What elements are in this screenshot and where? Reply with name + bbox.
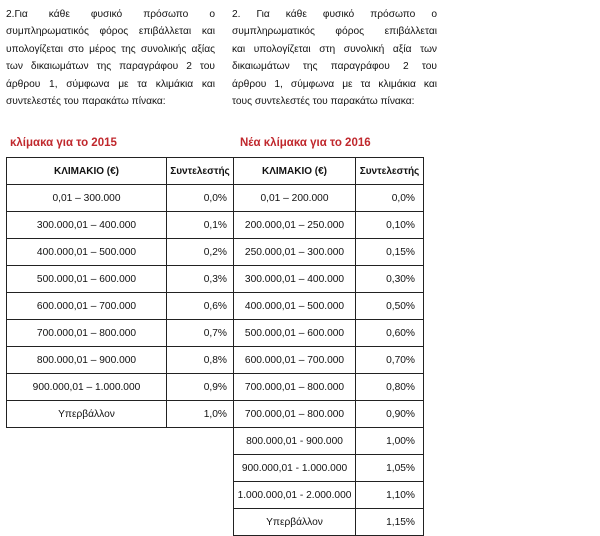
rate-cell: 0,50% bbox=[356, 293, 424, 320]
paragraph-line: συμπληρωματικός φόρος επιβάλλεται bbox=[232, 26, 437, 38]
rate-cell: 0,15% bbox=[356, 239, 424, 266]
table-row bbox=[234, 374, 424, 401]
range-cell: 600.000,01 – 700.000 bbox=[7, 293, 167, 320]
column-header-rate: Συντελεστής bbox=[167, 158, 234, 185]
table-row bbox=[234, 509, 424, 536]
table-row bbox=[234, 320, 424, 347]
range-cell: 500.000,01 – 600.000 bbox=[7, 266, 167, 293]
table-row bbox=[7, 293, 234, 320]
table-row bbox=[7, 212, 234, 239]
rate-cell: 0,30% bbox=[356, 266, 424, 293]
range-cell: 200.000,01 – 250.000 bbox=[234, 212, 356, 239]
table-row bbox=[234, 239, 424, 266]
rate-cell: 0,0% bbox=[167, 185, 234, 212]
heading-scale-2015: κλίμακα για το 2015 bbox=[10, 137, 117, 149]
table-row bbox=[234, 293, 424, 320]
table-row bbox=[234, 212, 424, 239]
table-row bbox=[7, 239, 234, 266]
paragraph-line: των δικαιωμάτων της παραγράφου 2 του bbox=[6, 61, 215, 73]
paragraph-right bbox=[232, 6, 437, 110]
table-row bbox=[7, 320, 234, 347]
column-header-rate: Συντελεστής bbox=[356, 158, 424, 185]
rate-cell: 0,8% bbox=[167, 347, 234, 374]
table-row bbox=[234, 428, 424, 455]
rate-cell: 0,1% bbox=[167, 212, 234, 239]
range-cell: 900.000,01 – 1.000.000 bbox=[7, 374, 167, 401]
rate-cell: 1,10% bbox=[356, 482, 424, 509]
paragraph-line: άρθρου 1, σύμφωνα με τα κλιμάκια και bbox=[6, 78, 215, 90]
range-cell: 0,01 – 300.000 bbox=[7, 185, 167, 212]
table-row bbox=[7, 347, 234, 374]
rate-cell: 0,9% bbox=[167, 374, 234, 401]
table-row bbox=[7, 401, 234, 428]
paragraph-line: συντελεστές του παρακάτω πίνακα: bbox=[6, 95, 166, 107]
paragraph-line: υπολογίζεται στο μέρος της συνολικής αξίας bbox=[6, 43, 215, 55]
range-cell: Υπερβάλλον bbox=[234, 509, 356, 536]
range-cell: 800.000,01 – 900.000 bbox=[7, 347, 167, 374]
range-cell: 500.000,01 – 600.000 bbox=[234, 320, 356, 347]
paragraph-left bbox=[6, 6, 215, 110]
range-cell: 1.000.000,01 - 2.000.000 bbox=[234, 482, 356, 509]
paragraph-line: συμπληρωματικός φόρος επιβάλλεται και bbox=[6, 26, 215, 38]
table-row bbox=[234, 401, 424, 428]
rate-cell: 0,6% bbox=[167, 293, 234, 320]
range-cell: 900.000,01 - 1.000.000 bbox=[234, 455, 356, 482]
rate-cell: 0,90% bbox=[356, 401, 424, 428]
rate-cell: 0,2% bbox=[167, 239, 234, 266]
table-header-row bbox=[234, 158, 424, 185]
rate-cell: 0,7% bbox=[167, 320, 234, 347]
table-row bbox=[234, 455, 424, 482]
table-row bbox=[234, 185, 424, 212]
rate-cell: 0,10% bbox=[356, 212, 424, 239]
rate-cell: 1,00% bbox=[356, 428, 424, 455]
range-cell: 250.000,01 – 300.000 bbox=[234, 239, 356, 266]
paragraph-line: 2. Για κάθε φυσικό πρόσωπο ο bbox=[232, 9, 437, 20]
table-scale-2015 bbox=[6, 157, 234, 428]
table-row bbox=[7, 185, 234, 212]
range-cell: 700.000,01 – 800.000 bbox=[7, 320, 167, 347]
rate-cell: 0,60% bbox=[356, 320, 424, 347]
paragraph-line: δικαιωμάτων της παραγράφου 2 του bbox=[232, 61, 437, 73]
column-header-range: ΚΛΙΜΑΚΙΟ (€) bbox=[234, 158, 356, 185]
range-cell: 300.000,01 – 400.000 bbox=[234, 266, 356, 293]
range-cell: 400.000,01 – 500.000 bbox=[7, 239, 167, 266]
rate-cell: 1,05% bbox=[356, 455, 424, 482]
paragraph-line: τους συντελεστές του παρακάτω πίνακα: bbox=[232, 95, 415, 107]
range-cell: 700.000,01 – 800.000 bbox=[234, 374, 356, 401]
range-cell: 800.000,01 - 900.000 bbox=[234, 428, 356, 455]
range-cell: Υπερβάλλον bbox=[7, 401, 167, 428]
table-row bbox=[234, 347, 424, 374]
table-row bbox=[7, 266, 234, 293]
rate-cell: 0,0% bbox=[356, 185, 424, 212]
range-cell: 0,01 – 200.000 bbox=[234, 185, 356, 212]
heading-scale-2016: Νέα κλίμακα για το 2016 bbox=[240, 137, 371, 149]
rate-cell: 1,0% bbox=[167, 401, 234, 428]
rate-cell: 0,70% bbox=[356, 347, 424, 374]
paragraph-line: και υπολογίζεται στη συνολική αξία των bbox=[232, 43, 437, 55]
range-cell: 600.000,01 – 700.000 bbox=[234, 347, 356, 374]
range-cell: 300.000,01 – 400.000 bbox=[7, 212, 167, 239]
column-header-range: ΚΛΙΜΑΚΙΟ (€) bbox=[7, 158, 167, 185]
range-cell: 700.000,01 – 800.000 bbox=[234, 401, 356, 428]
paragraph-line: 2.Για κάθε φυσικό πρόσωπο ο bbox=[6, 9, 215, 20]
rate-cell: 0,80% bbox=[356, 374, 424, 401]
table-row bbox=[234, 266, 424, 293]
paragraph-line: άρθρου 1, σύμφωνα με τα κλιμάκια και bbox=[232, 78, 437, 90]
rate-cell: 1,15% bbox=[356, 509, 424, 536]
rate-cell: 0,3% bbox=[167, 266, 234, 293]
table-scale-2016 bbox=[233, 157, 424, 536]
table-header-row bbox=[7, 158, 234, 185]
range-cell: 400.000,01 – 500.000 bbox=[234, 293, 356, 320]
table-row bbox=[7, 374, 234, 401]
